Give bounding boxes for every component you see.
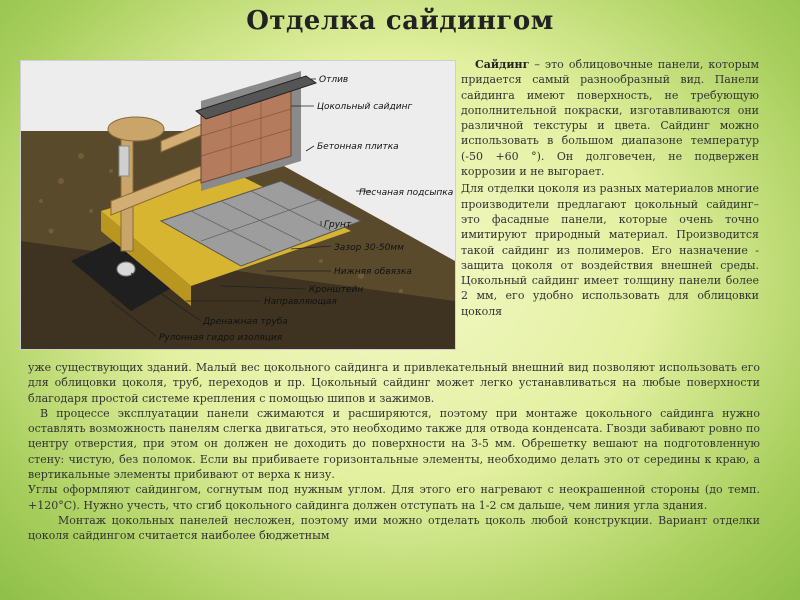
label-otliv: Отлив xyxy=(319,75,349,85)
label-napravlyayushaya: Направляющая xyxy=(264,297,337,307)
siding-diagram-svg xyxy=(21,61,455,349)
paragraph-conclusion: Монтаж цокольных панелей несложен, поэтому ими можно отделать цоколь любой конструкции. Вариант отделки цоколя сайдингом считается наиболее бюджетным xyxy=(28,513,760,543)
label-drenazhnaya-truba: Дренажная труба xyxy=(203,317,288,327)
page-title: Отделка сайдингом xyxy=(246,6,554,36)
paragraph-basement-siding: Для отделки цоколя из разных материалов многие производители предлагают цокольный сайдинг– это фасадные панели, которые очень точно имитируют природный материал. Производится такой сайдинг из полимеров. Его назначение - защита цоколя от воздействия внешней среды. Цокольный сайдинг имеет толщину панели более 2 мм, его удобно использовать для облицовки цоколя xyxy=(461,182,759,318)
intro-text-column xyxy=(461,57,759,319)
label-kronshtein: Кронштейн xyxy=(309,285,364,295)
label-peschanaya-podsypka: Песчаная подсыпка xyxy=(359,188,454,198)
drain-pipe-vertical xyxy=(119,146,129,176)
construction-diagram xyxy=(20,60,456,350)
term-siding: Сайдинг xyxy=(475,58,530,71)
paragraph-corners: Углы оформляют сайдингом, согнутым под нужным углом. Для этого его нагревают с неокрашенной стороны (до темп. +120°С). Нужно учесть, что сгиб цокольного сайдинга должен отступать на 1-2 см дальше, чем линия угла здания. xyxy=(28,483,760,512)
post-cap xyxy=(108,117,164,141)
paragraph-definition xyxy=(461,57,759,179)
paragraph-continuation: уже существующих зданий. Малый вес цокольного сайдинга и привлекательный внешний вид позволяют использовать его для облицовки цоколя, труб, переходов и пр. Цокольный сайдинг может легко устанавливаться на любые поверхности благодаря простой системе крепления с помощью шипов и зажимов. xyxy=(28,361,760,405)
label-betonnaya-plitka: Бетонная плитка xyxy=(317,142,399,152)
body-text xyxy=(28,360,760,544)
definition-text: – это облицовочные панели, которым придается самый разнообразный вид. Панели сайдинга имеют поверхность, не требующую дополнительной покраски, изготавливаются они различной текстуры и цвета. Сайдинг можно использовать в большом диапазоне температур (-50 +60 °). Он долговечен, не подвержен коррозии и не выгорает. xyxy=(461,58,759,179)
label-nizhnyaya-obvyazka: Нижняя обвязка xyxy=(334,267,412,277)
paragraph-installation: В процессе эксплуатации панели сжимаются и расширяются, поэтому при монтаже цокольного сайдинга нужно оставлять возможность панелям слегка двигаться, это необходимо также для отвода конденсата. Гвозди забивают ровно по центру отверстия, при этом он должен не доходить до поверхности на 3-5 мм. Обрешетку вешают на подготовленную стену: чистую, без поломок. Если вы прибиваете горизонтальные элементы, необходимо делать это от середины к краю, а вертикальные элементы прибивают от верха к низу. xyxy=(28,406,760,482)
label-grunt: Грунт xyxy=(324,220,352,230)
label-zazor: Зазор 30-50мм xyxy=(334,243,404,253)
label-tsokolny-saiding: Цокольный сайдинг xyxy=(317,102,413,112)
label-rulonnaya-gidroizolyatsiya: Рулонная гидро изоляция xyxy=(159,333,283,343)
